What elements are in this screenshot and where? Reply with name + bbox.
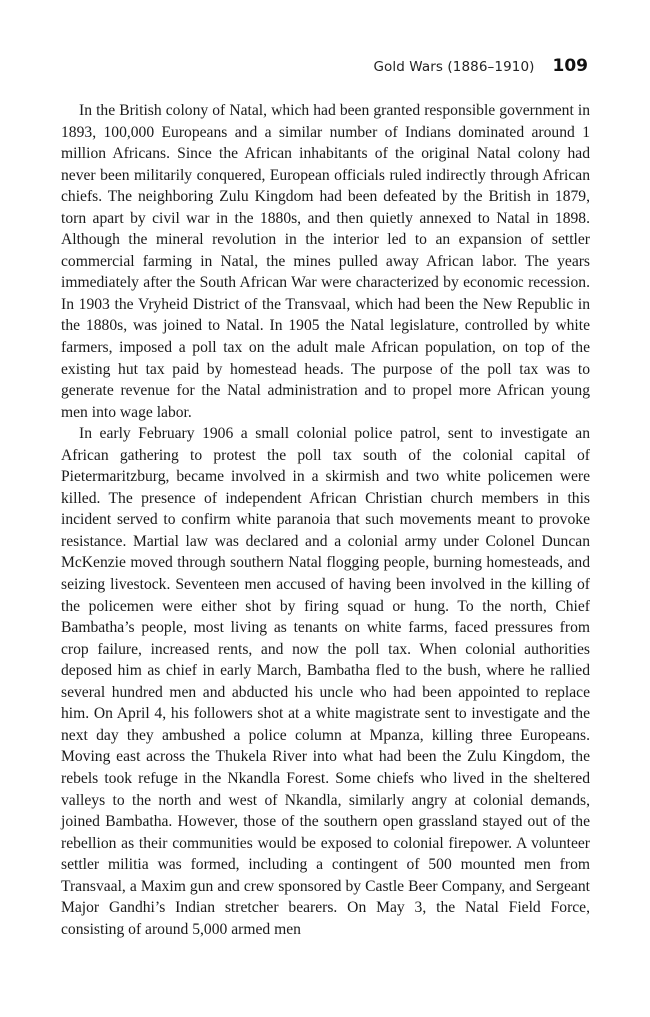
page-number: 109 (552, 56, 588, 76)
paragraph-bambatha-rebellion: In early February 1906 a small colonial police patrol, sent to investigate an African gathering to protest the poll tax south of the colonial capital of Pietermaritzburg, became involved in a skirmish and two white policemen were killed. The presence of independent African Christian church members in this incident served to confirm white paranoia that such movements meant to provoke resistance. Martial law was declared and a colonial army under Colonel Duncan McKenzie moved through southern Natal flogging people, burning homesteads, and seizing livestock. Seventeen men accused of having been involved in the killing of the policemen were either shot by firing squad or hung. To the north, Chief Bambatha’s people, most living as tenants on white farms, faced pressures from crop failure, increased rents, and now the poll tax. When colonial authorities deposed him as chief in early March, Bambatha fled to the bush, where he rallied several hundred men and abducted his uncle who had been appointed to replace him. On April 4, his followers shot at a white magistrate sent to investigate and the next day they ambushed a police column at Mpanza, killing three Europeans. Moving east across the Thukela River into what had been the Zulu Kingdom, the rebels took refuge in the Nkandla Forest. Some chiefs who lived in the sheltered valleys to the north and west of Nkandla, similarly angry at colonial demands, joined Bambatha. However, those of the southern open grassland stayed out of the rebellion as their communities would be exposed to colonial firepower. A volunteer settler militia was formed, including a contingent of 500 mounted men from Transvaal, a Maxim gun and crew sponsored by Castle Beer Company, and Sergeant Major Gandhi’s Indian stretcher bearers. On May 3, the Natal Field Force, consisting of around 5,000 armed men (61, 425, 590, 938)
paragraph-poll-tax-background: In the British colony of Natal, which had been granted responsible government in 1893, 100,000 Europeans and a similar number of Indians dominated around 1 million Africans. Since the African inhabitants of the original Natal colony had never been militarily conquered, European officials ruled indirectly through African chiefs. The neighboring Zulu Kingdom had been defeated by the British in 1879, torn apart by civil war in the 1880s, and then quietly annexed to Natal in 1898. Although the mineral revolution in the interior led to an expansion of settler commercial farming in Natal, the mines pulled away African labor. The years immediately after the South African War were characterized by economic recession. In 1903 the Vryheid District of the Transvaal, which had been the New Republic in the 1880s, was joined to Natal. In 1905 the Natal legislature, controlled by white farmers, imposed a poll tax on the adult male African population, on top of the existing hut tax paid by homestead heads. The purpose of the poll tax was to generate revenue for the Natal administration and to propel more African young men into wage labor. (61, 102, 590, 421)
running-title: Gold Wars (1886–1910) (373, 59, 535, 75)
running-head (373, 56, 588, 80)
body-text (61, 100, 590, 940)
